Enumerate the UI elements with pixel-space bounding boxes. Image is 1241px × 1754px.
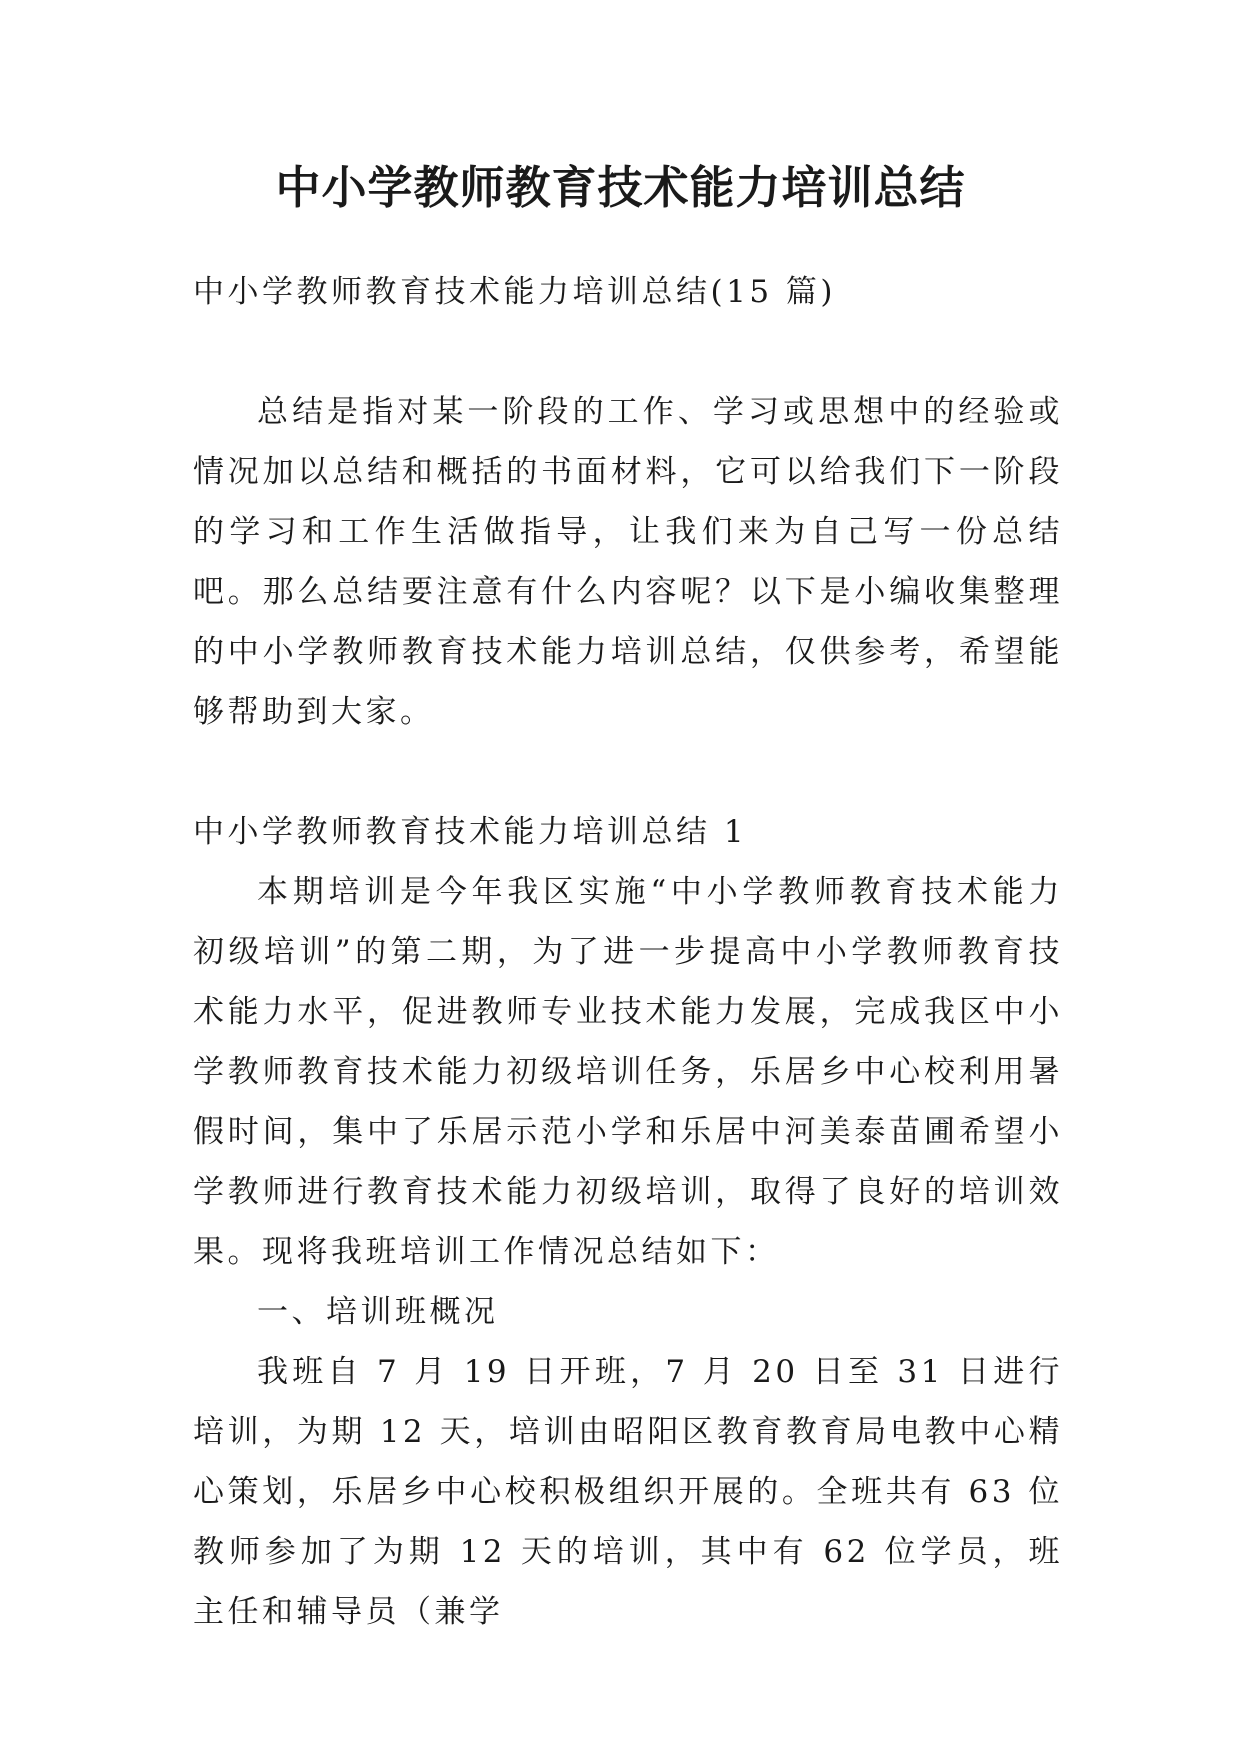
section-1-subheading-1: 一、培训班概况 xyxy=(257,1294,499,1330)
section-1-paragraph-2: 我班自 7 月 19 日开班，7 月 20 日至 31 日进行培训，为期 12 天，培训由昭阳区教育教育局电教中心精心策划，乐居乡中心校积极组织开展的。全班共有 63 位教师参加了为期 12 天的培训，其中有 62 位学员，班主任和辅导员（兼学 xyxy=(193,1354,1063,1630)
intro-paragraph: 总结是指对某一阶段的工作、学习或思想中的经验或情况加以总结和概括的书面材料，它可以给我们下一阶段的学习和工作生活做指导，让我们来为自己写一份总结吧。那么总结要注意有什么内容呢？以下是小编收集整理的中小学教师教育技术能力培训总结，仅供参考，希望能够帮助到大家。 xyxy=(193,394,1063,730)
document-subtitle: 中小学教师教育技术能力培训总结(15 篇) xyxy=(193,274,836,310)
document-title: 中小学教师教育技术能力培训总结 xyxy=(275,161,966,214)
document-body xyxy=(193,262,1063,1642)
section-1-paragraph-1: 本期培训是今年我区实施“中小学教师教育技术能力初级培训”的第二期，为了进一步提高中小学教师教育技术能力水平，促进教师专业技术能力发展，完成我区中小学教师教育技术能力初级培训任务，乐居乡中心校利用暑假时间，集中了乐居示范小学和乐居中河美泰苗圃希望小学教师进行教育技术能力初级培训，取得了良好的培训效果。现将我班培训工作情况总结如下： xyxy=(193,874,1063,1270)
section-heading-1: 中小学教师教育技术能力培训总结 1 xyxy=(193,814,748,850)
